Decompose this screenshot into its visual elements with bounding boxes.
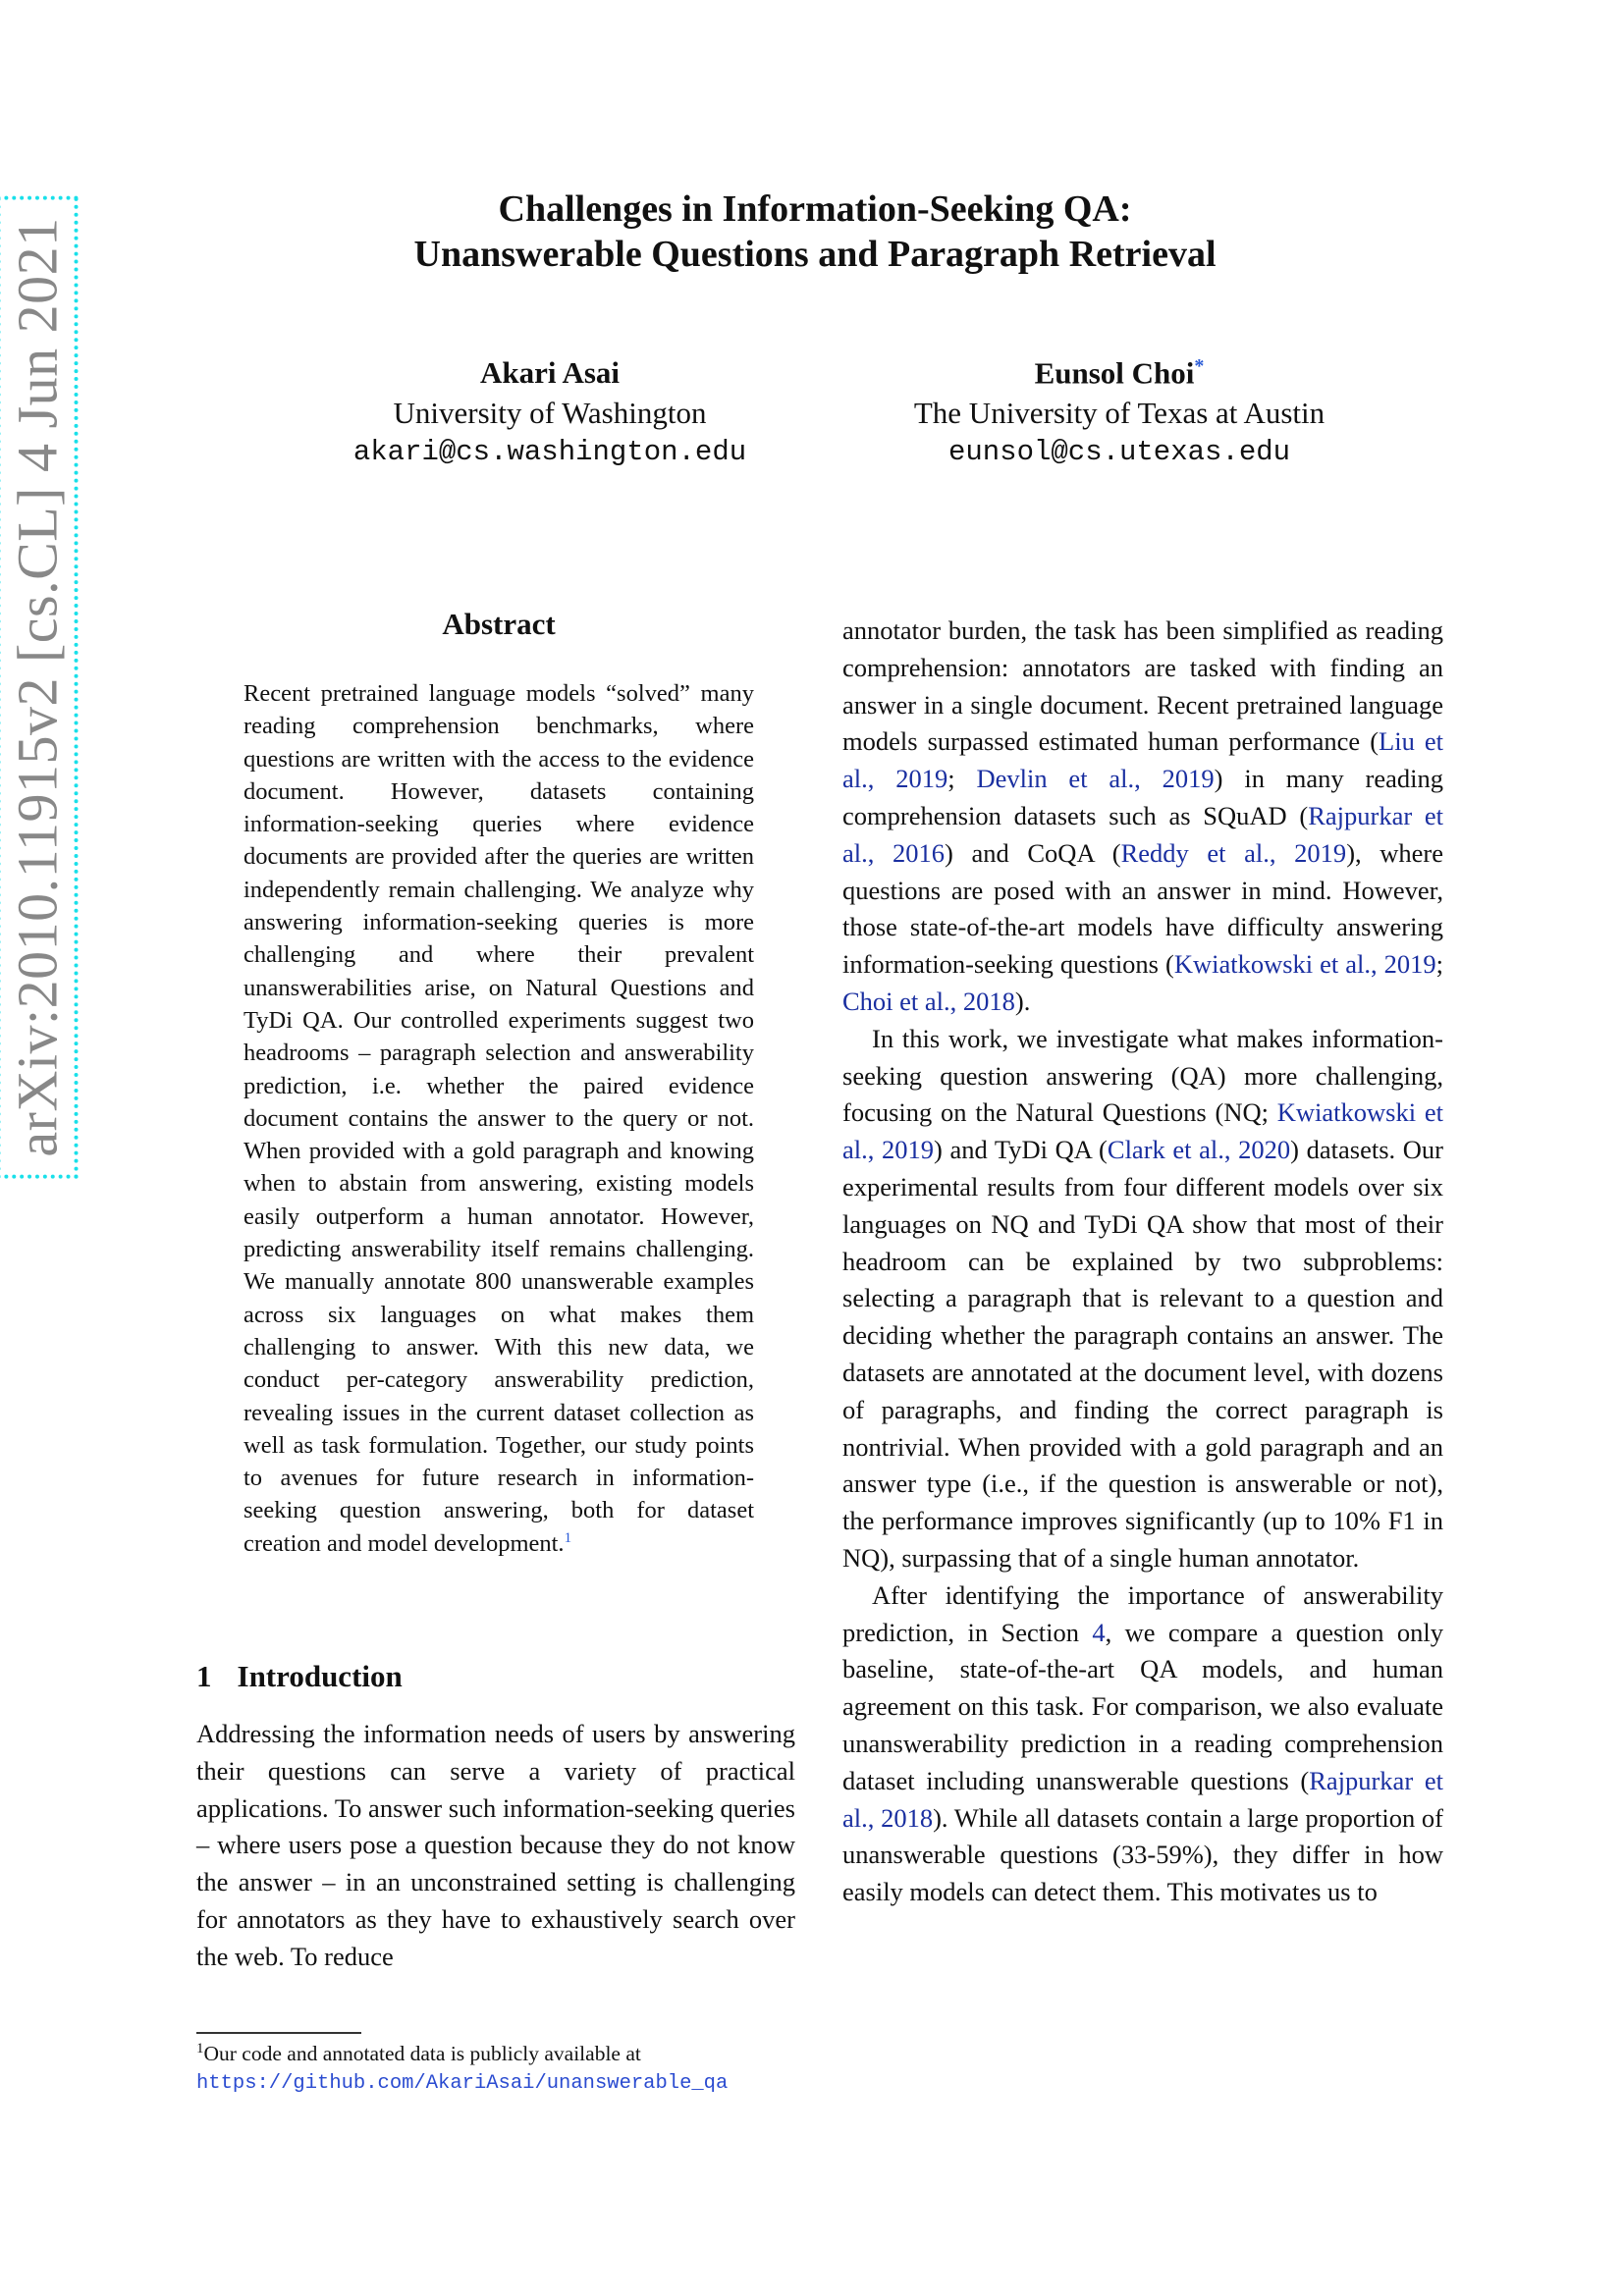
text-run: ;: [947, 764, 977, 794]
citation-link[interactable]: Liu et al., 2019: [842, 726, 1443, 794]
section-ref-link[interactable]: 4: [1092, 1617, 1106, 1647]
text-run: ) and TyDi QA (: [934, 1135, 1108, 1165]
footnote-text: Our code and annotated data is publicly available at: [203, 2042, 641, 2065]
text-run: ;: [1435, 949, 1443, 980]
author-name: Eunsol Choi: [1034, 355, 1195, 391]
text-run: , we compare a question only baseline, state-of-the-art QA models, and human agreement on this task. For comparison, we also evaluate unanswerability prediction in a reading comprehension dataset including unanswerable questions (: [842, 1617, 1444, 1795]
text-run: ), where questions are posed with an answer in mind. However, those state-of-the-art models have difficulty answering information-seeking questions (: [842, 837, 1444, 980]
citation-link[interactable]: Devlin et al., 2019: [976, 764, 1215, 794]
section-title: Introduction: [237, 1659, 403, 1693]
text-run: ) datasets. Our experimental results from four different models over six languages on NQ and TyDi QA show that most of their headroom can be explained by two subproblems: selecting a paragraph that is relevant to a question and deciding whether the paragraph contains an answer. The datasets are annotated at the document level, with dozens of paragraphs, and finding the correct paragraph is nontrivial. When provided with a gold paragraph and an answer type (i.e., if the question is answerable or not), the performance improves significantly (up to 10% F1 in NQ), surpassing that of a single human annotator.: [842, 1135, 1443, 1573]
footnote-mark: 1: [196, 2040, 204, 2056]
paragraph: [842, 1021, 1443, 1577]
abstract-text: Recent pretrained language models “solved” many reading comprehension benchmarks, where questions are written with the access to the evidence document. However, datasets containing information-seeking queries where evidence documents are provided after the queries are written independently remain challenging. We analyze why answering information-seeking queries is more challenging and where their prevalent unanswerabilities arise, on Natural Questions and TyDi QA. Our controlled experiments suggest two headrooms – paragraph selection and answerability prediction, i.e. whether the paired evidence document contains the answer to the query or not. When provided with a gold paragraph and knowing when to abstain from answering, existing models easily outperform a human annotator. However, predicting answerability itself remains challenging. We manually annotate 800 unanswerable examples across six languages on what makes them challenging to answer. With this new data, we conduct per-category answerability prediction, revealing issues in the current dataset collection as well as task formulation. Together, our study points to avenues for future research in information-seeking question answering, both for dataset creation and model development.: [243, 680, 754, 1557]
paragraph: [842, 1577, 1443, 1911]
footnote-url-link[interactable]: https://github.com/AkariAsai/unanswerable_qa: [196, 2072, 729, 2095]
abstract-body: [243, 677, 754, 1560]
section-number: 1: [196, 1659, 212, 1693]
equal-contribution-mark[interactable]: *: [1194, 355, 1205, 377]
footnote-rule: [196, 2032, 361, 2034]
title-line-2: Unanswerable Questions and Paragraph Retrieval: [413, 234, 1217, 276]
citation-link[interactable]: Rajpurkar et al., 2018: [842, 1765, 1443, 1833]
title-line-1: Challenges in Information-Seeking QA:: [498, 188, 1132, 230]
citation-link[interactable]: Reddy et al., 2019: [1120, 837, 1347, 868]
citation-link[interactable]: Rajpurkar et al., 2016: [842, 800, 1443, 868]
citation-link[interactable]: Choi et al., 2018: [842, 986, 1015, 1016]
footnote-ref[interactable]: 1: [564, 1529, 572, 1546]
author-affiliation: The University of Texas at Austin: [913, 396, 1325, 431]
section-heading-introduction: [196, 1659, 403, 1694]
author-email[interactable]: akari@cs.washington.edu: [352, 435, 747, 468]
author-email[interactable]: eunsol@cs.utexas.edu: [947, 436, 1291, 469]
author-name: Akari Asai: [479, 355, 621, 390]
text-run: ). While all datasets contain a large proportion of unanswerable questions (33-59%), they differ in how easily models can detect them. This motivates us to: [842, 1802, 1443, 1907]
text-run: ) and CoQA (: [945, 837, 1121, 868]
paper-title: [295, 187, 1335, 278]
text-run: ).: [1014, 986, 1031, 1016]
arxiv-stamp[interactable]: arXiv:2010.11915v2 [cs.CL] 4 Jun 2021: [0, 195, 79, 1178]
author-affiliation: University of Washington: [393, 395, 707, 430]
footnote: [196, 2040, 797, 2098]
author-block-1: [295, 353, 805, 471]
citation-link[interactable]: Kwiatkowski et al., 2019: [842, 1097, 1443, 1165]
text-run: annotator burden, the task has been simplified as reading comprehension: annotators are tasked with finding an answer in a single document. Recent pretrained language models surpassed estimated human performance (: [842, 615, 1443, 757]
abstract-heading: Abstract: [442, 607, 556, 641]
text-run: In this work, we investigate what makes information-seeking question answering (QA) more challenging, focusing on the Natural Questions (NQ;: [842, 1023, 1443, 1128]
paragraph: [842, 613, 1443, 1021]
citation-link[interactable]: Kwiatkowski et al., 2019: [1173, 949, 1436, 980]
intro-left-column: [196, 1716, 795, 1976]
paragraph: Addressing the information needs of users by answering their questions can serve a variety of practical applications. To answer such information-seeking queries – where users pose a question because they do not know the answer – in an unconstrained setting is challenging for annotators as they have to exhaustively search over the web. To reduce: [196, 1719, 795, 1971]
text-run: ) in many reading comprehension datasets such as SQuAD (: [842, 764, 1443, 830]
text-run: After identifying the importance of answerability prediction, in Section: [842, 1579, 1443, 1647]
right-column: [842, 613, 1443, 1911]
author-name-line: [844, 353, 1394, 394]
citation-link[interactable]: Clark et al., 2020: [1107, 1135, 1291, 1165]
author-block-2: [844, 353, 1394, 471]
